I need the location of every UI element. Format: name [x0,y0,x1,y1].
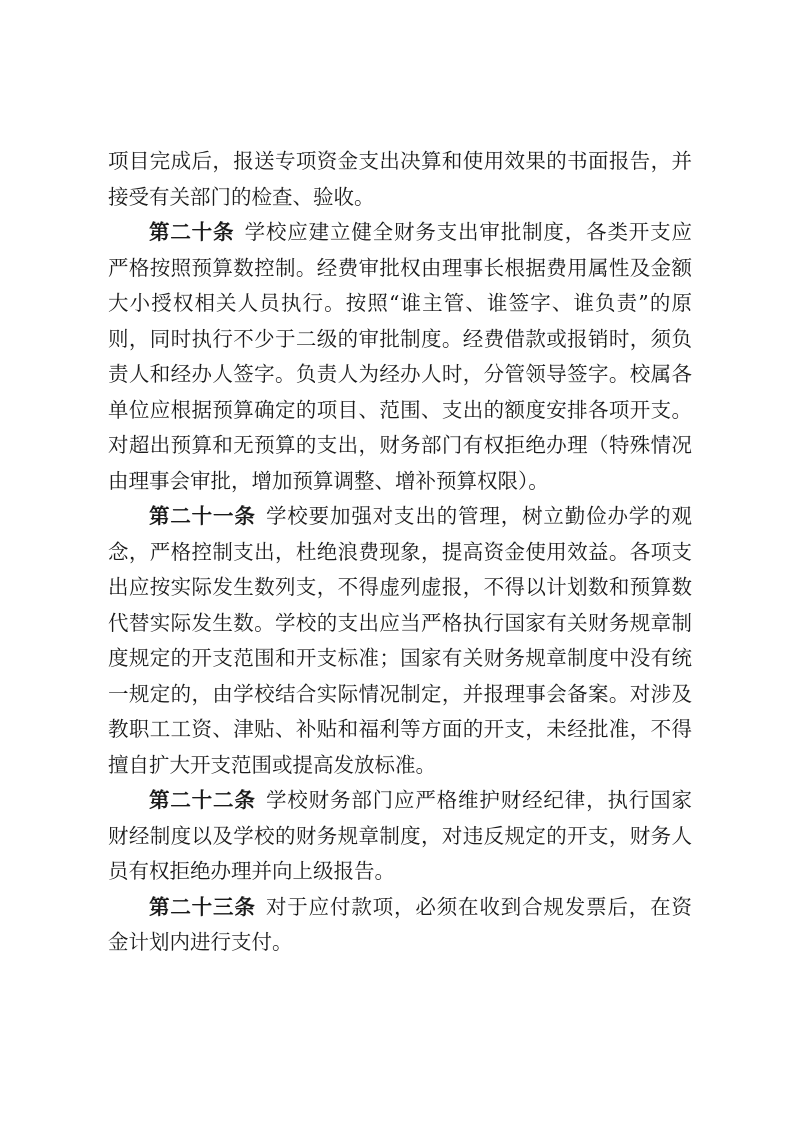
article-heading: 第二十二条 [149,788,256,812]
article-heading: 第二十三条 [149,894,256,919]
article-21 [108,499,692,783]
article-20 [108,215,692,499]
article-22 [108,783,692,890]
paragraph-text: 学校应建立健全财务支出审批制度，各类开支应严格按照预算数控制。经费审批权由理事长根据费用属性及金额大小授权相关人员执行。按照“谁主管、谁签字、谁负责”的原则，同时执行不少于二级的审批制度。经费借款或报销时，须负责人和经办人签字。负责人为经办人时，分管领导签字。校属各单位应根据预算确定的项目、范围、支出的额度安排各项开支。对超出预算和无预算的支出，财务部门有权拒绝办理（特殊情况由理事会审批，增加预算调整、增补预算权限）。 [108,220,692,493]
paragraph-text: 学校要加强对支出的管理，树立勤俭办学的观念，严格控制支出，杜绝浪费现象，提高资金使用效益。各项支出应按实际发生数列支，不得虚列虚报，不得以计划数和预算数代替实际发生数。学校的支出应当严格执行国家有关财务规章制度规定的开支范围和开支标准；国家有关财务规章制度中没有统一规定的，由学校结合实际情况制定，并报理事会备案。对涉及教职工工资、津贴、补贴和福利等方面的开支，未经批准，不得擅自扩大开支范围或提高发放标准。 [108,504,692,777]
document-body [108,144,692,961]
article-heading: 第二十条 [149,220,235,244]
paragraph-text: 项目完成后，报送专项资金支出决算和使用效果的书面报告，并接受有关部门的检查、验收。 [108,149,692,209]
paragraph-text: 学校财务部门应严格维护财经纪律，执行国家财经制度以及学校的财务规章制度，对违反规定的开支，财务人员有权拒绝办理并向上级报告。 [108,788,692,883]
article-heading: 第二十一条 [149,504,256,528]
article-23 [108,890,692,961]
paragraph-continuation [108,144,692,215]
paragraph-text: 对于应付款项，必须在收到合规发票后，在资金计划内进行支付。 [108,894,692,954]
